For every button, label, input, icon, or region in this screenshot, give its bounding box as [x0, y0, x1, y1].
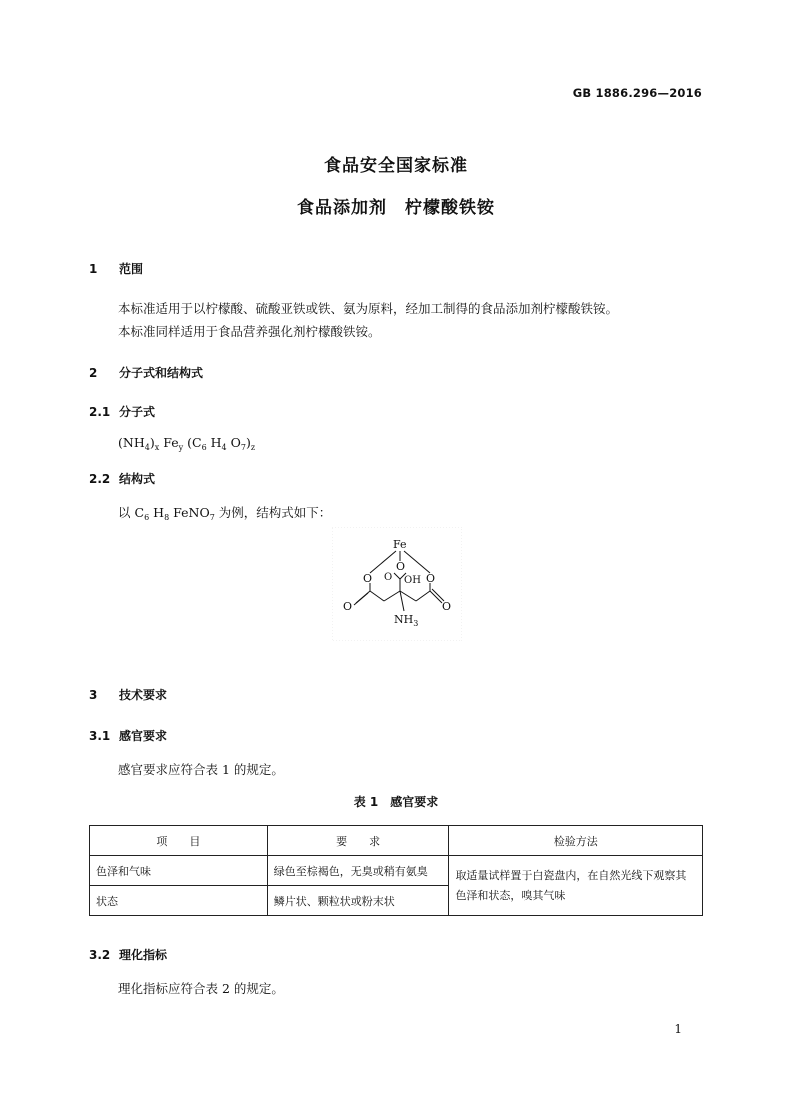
- molecular-formula: $(NH_4)_x$ $Fe_y$ ($C_6$ $H_4$ $O_7)_z$: [118, 435, 256, 452]
- section-1-heading: [89, 260, 143, 277]
- section-3-1-heading: [89, 727, 167, 744]
- section-number: 2.2: [89, 472, 111, 486]
- column-header-item: 项 目: [90, 826, 268, 856]
- sensory-requirement-paragraph: 感官要求应符合表 1 的规定。: [118, 762, 284, 777]
- column-header-test-method: 检验方法: [449, 826, 703, 856]
- section-number: 2: [89, 366, 98, 380]
- table-cell-test-method: 取适量试样置于白瓷盘内，在自然光线下观察其色泽和状态，嗅其气味: [449, 856, 703, 916]
- table-cell-requirement: 绿色至棕褐色，无臭或稍有氨臭: [267, 856, 449, 886]
- section-title: 分子式: [119, 405, 156, 419]
- section-3-heading: [89, 686, 167, 703]
- section-title: 技术要求: [119, 688, 168, 702]
- scope-paragraph-1: 本标准适用于以柠檬酸、硫酸亚铁或铁、氨为原料，经加工制得的食品添加剂柠檬酸铁铵。: [118, 301, 619, 316]
- oxygen-atom-label: O: [343, 600, 353, 613]
- ammonia-label: $NH_3$: [394, 613, 419, 628]
- oxygen-atom-label: O: [363, 572, 373, 585]
- standard-code: GB 1886.296—2016: [572, 86, 702, 100]
- table-row: [90, 856, 703, 886]
- section-2-2-heading: [89, 470, 155, 487]
- section-2-heading: [89, 364, 203, 381]
- section-number: 1: [89, 262, 98, 276]
- fe-atom-label: Fe: [393, 538, 407, 551]
- table-header-row: [90, 826, 703, 856]
- scope-paragraph-2: 本标准同样适用于食品营养强化剂柠檬酸铁铵。: [118, 324, 381, 339]
- sensory-requirements-table: [89, 825, 703, 916]
- page-number: 1: [674, 1022, 682, 1036]
- section-title: 分子式和结构式: [119, 366, 204, 380]
- document-title-line1: 食品安全国家标准: [324, 156, 468, 176]
- section-number: 2.1: [89, 405, 111, 419]
- table-cell-item: 色泽和气味: [90, 856, 268, 886]
- section-title: 感官要求: [119, 729, 168, 743]
- oxygen-atom-label: O: [384, 572, 393, 583]
- section-title: 理化指标: [119, 948, 168, 962]
- section-title: 范围: [119, 262, 144, 276]
- table-cell-item: 状态: [90, 886, 268, 916]
- hydroxyl-label: OH: [404, 575, 421, 586]
- section-number: 3.1: [89, 729, 111, 743]
- table-cell-requirement: 鳞片状、颗粒状或粉末状: [267, 886, 449, 916]
- physicochemical-paragraph: 理化指标应符合表 2 的规定。: [118, 981, 284, 996]
- section-title: 结构式: [119, 472, 156, 486]
- section-3-2-heading: [89, 946, 167, 963]
- oxygen-atom-label: O: [442, 600, 452, 613]
- section-2-1-heading: [89, 403, 155, 420]
- section-number: 3: [89, 688, 98, 702]
- structure-intro: 以 $C_6$ $H_8$ FeNO$_7$ 为例，结构式如下：: [118, 505, 332, 522]
- structural-formula-image: [332, 527, 462, 641]
- table-1-caption: 表 1 感官要求: [353, 795, 439, 809]
- section-number: 3.2: [89, 948, 111, 962]
- document-title-line2: 食品添加剂 柠檬酸铁铵: [297, 198, 495, 218]
- oxygen-atom-label: O: [396, 560, 406, 573]
- column-header-requirement: 要 求: [267, 826, 449, 856]
- oxygen-atom-label: O: [426, 572, 436, 585]
